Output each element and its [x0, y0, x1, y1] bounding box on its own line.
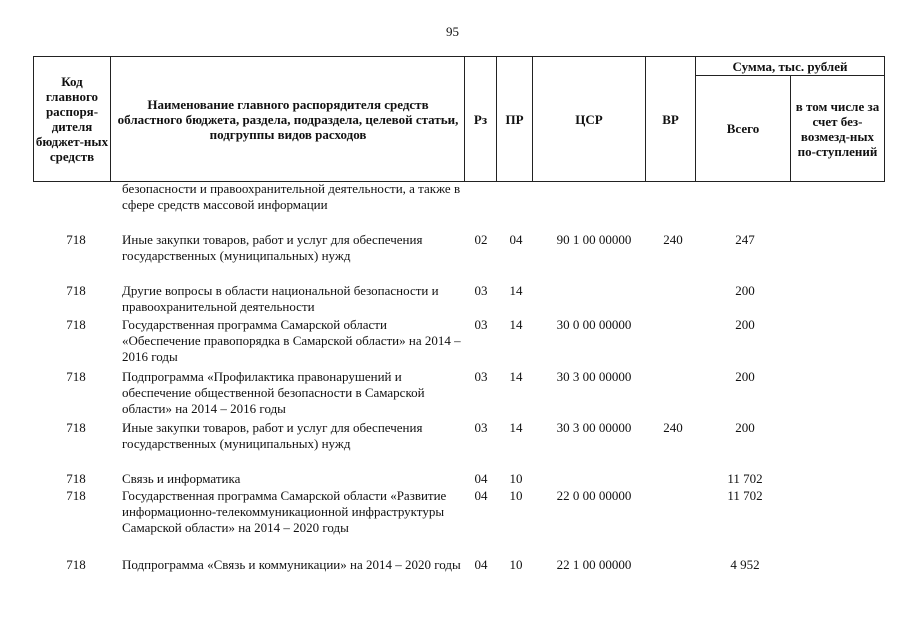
row-pr: 14 — [509, 317, 523, 332]
row-total: 247 — [735, 232, 755, 247]
header-vr: ВР — [662, 111, 679, 127]
row-csr: 22 0 00 00000 — [556, 488, 632, 503]
row-code: 718 — [66, 369, 86, 384]
row-csr: 30 3 00 00000 — [556, 420, 632, 435]
row-total: 200 — [735, 283, 755, 298]
row-vr: 240 — [663, 420, 683, 435]
row-total: 200 — [735, 369, 755, 384]
row-code: 718 — [66, 557, 86, 572]
row-total: 200 — [735, 420, 755, 435]
row-name: Связь и информатика — [122, 471, 241, 486]
row-name: Иные закупки товаров, работ и услуг для обеспечения государственных (муниципальных) нужд — [122, 232, 423, 263]
row-csr: 30 3 00 00000 — [556, 369, 632, 384]
row-rz: 03 — [474, 283, 488, 298]
row-code: 718 — [66, 488, 86, 503]
row-name: Подпрограмма «Связь и коммуникации» на 2014 – 2020 годы — [122, 557, 461, 572]
row-rz: 03 — [474, 317, 488, 332]
row-pr: 14 — [509, 369, 523, 384]
row-name: Государственная программа Самарской области «Обеспечение правопорядка в Самарской области» на 2014 – 2016 годы — [122, 317, 461, 364]
row-code: 718 — [66, 420, 86, 435]
row-pr: 10 — [509, 471, 523, 486]
row-code: 718 — [66, 232, 86, 247]
row-code: 718 — [66, 317, 86, 332]
row-name: Государственная программа Самарской области «Развитие информационно-телекоммуникационной инфраструктуры Самарской области» на 2014 – 2020 годы — [122, 488, 447, 535]
row-rz: 04 — [474, 471, 488, 486]
header-code: Код главного распоря-дителя бюджет-ных средств — [35, 74, 109, 164]
row-csr: 30 0 00 00000 — [556, 317, 632, 332]
header-rz: Рз — [473, 111, 488, 127]
row-rz: 03 — [474, 369, 488, 384]
header-free: в том числе за счет без-возмезд-ных по-ступлений — [795, 98, 880, 159]
row-name: Другие вопросы в области национальной безопасности и правоохранительной деятельности — [122, 283, 439, 314]
row-pr: 04 — [509, 232, 523, 247]
row-total: 11 702 — [727, 471, 763, 486]
row-rz: 04 — [474, 488, 488, 503]
row-pr: 14 — [509, 420, 523, 435]
row-rz: 02 — [474, 232, 488, 247]
row-code: 718 — [66, 471, 86, 486]
header-total: Всего — [726, 121, 760, 136]
table-header — [33, 56, 885, 182]
row-rz: 03 — [474, 420, 488, 435]
row-pr: 14 — [509, 283, 523, 298]
page-number: 95 — [446, 24, 459, 39]
row-code: 718 — [66, 283, 86, 298]
header-name: Наименование главного распорядителя средств областного бюджета, раздела, подраздела, целевой статьи, подгруппы видов расходов — [117, 96, 459, 142]
row-name: безопасности и правоохранительной деятельности, а также в сфере средств массовой информации — [122, 181, 461, 212]
row-total: 4 952 — [730, 557, 760, 572]
row-name: Подпрограмма «Профилактика правонарушений и обеспечение общественной безопасности в Самарской области» на 2014 – 2016 годы — [122, 369, 425, 416]
row-name: Иные закупки товаров, работ и услуг для обеспечения государственных (муниципальных) нужд — [122, 420, 423, 451]
header-pr: ПР — [505, 111, 524, 127]
row-rz: 04 — [474, 557, 488, 572]
row-pr: 10 — [509, 488, 523, 503]
row-csr: 90 1 00 00000 — [556, 232, 632, 247]
row-total: 200 — [735, 317, 755, 332]
row-vr: 240 — [663, 232, 683, 247]
row-csr: 22 1 00 00000 — [556, 557, 632, 572]
row-total: 11 702 — [727, 488, 763, 503]
header-csr: ЦСР — [575, 111, 603, 127]
header-sum: Сумма, тыс. рублей — [732, 58, 848, 74]
row-pr: 10 — [509, 557, 523, 572]
